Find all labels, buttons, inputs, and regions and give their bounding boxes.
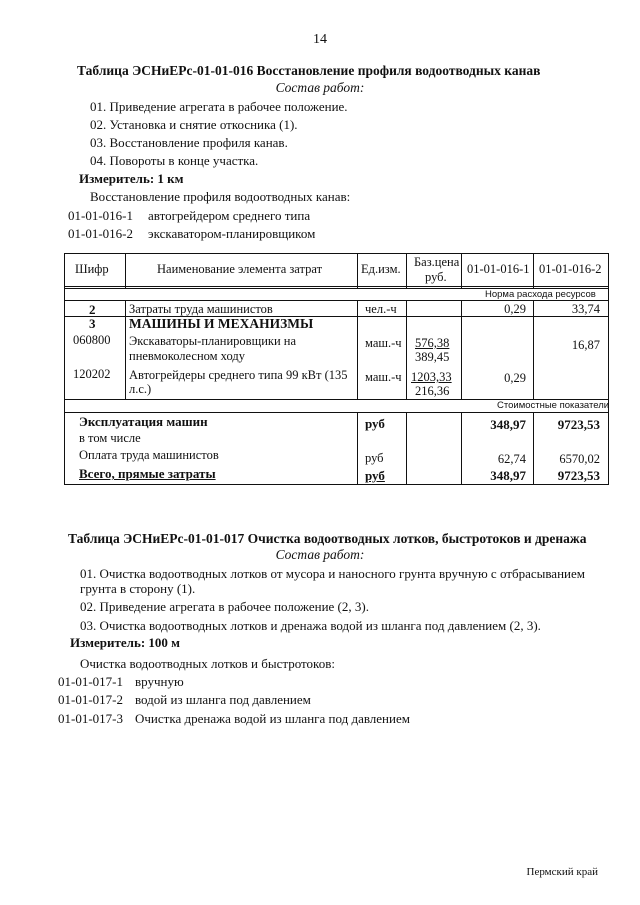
- table1-intro: Восстановление профиля водоотводных канав:: [90, 189, 351, 204]
- table-rule: [406, 301, 407, 399]
- work-item-cont: грунта в сторону (1).: [80, 581, 196, 596]
- code-number: 01-01-017-3: [58, 711, 123, 726]
- total-unit: руб: [365, 468, 385, 483]
- code-description: водой из шланга под давлением: [135, 692, 311, 707]
- work-item: 01. Очистка водоотводных лотков от мусора и наносного грунта вручную с отбрасыванием: [80, 566, 585, 581]
- machines-title: МАШИНЫ И МЕХАНИЗМЫ: [129, 316, 314, 331]
- code-number: 01-01-016-2: [68, 226, 133, 241]
- table-rule: [406, 413, 407, 485]
- labor-unit: чел.-ч: [365, 302, 397, 316]
- table-rule: [533, 254, 534, 289]
- machine1-wage: 389,45: [415, 350, 450, 364]
- resource-table: [64, 253, 609, 485]
- header-unit: Ед.изм.: [361, 262, 401, 276]
- table-rule: [461, 254, 462, 289]
- table-rule: [125, 254, 126, 289]
- cost-subheader: Стоимостные показатели: [497, 400, 610, 411]
- work-item: 04. Повороты в конце участка.: [90, 153, 259, 168]
- code-description: вручную: [135, 674, 184, 689]
- machine2-name: Автогрейдеры среднего типа 99 кВт (135: [129, 368, 348, 382]
- table2-works-title: Состав работ:: [275, 547, 365, 562]
- work-item: 02. Установка и снятие откосника (1).: [90, 117, 298, 132]
- including-label: в том числе: [79, 431, 141, 445]
- wages-unit: руб: [365, 451, 384, 465]
- table-rule: [357, 301, 358, 399]
- table-rule: [357, 254, 358, 289]
- machine1-value-col2: 16,87: [571, 338, 600, 352]
- machine1-code: 060800: [73, 333, 111, 347]
- exploitation-unit: руб: [365, 416, 385, 431]
- exploitation-value-col2: 9723,53: [557, 417, 600, 432]
- table1-meter: Измеритель: 1 км: [79, 171, 184, 186]
- code-description: экскаватором-планировщиком: [148, 226, 316, 241]
- footer-region: Пермский край: [526, 866, 598, 878]
- machine2-wage: 216,36: [415, 384, 450, 398]
- header-col1: 01-01-016-1: [467, 262, 530, 276]
- header-price-unit: руб.: [425, 270, 447, 284]
- table-rule: [461, 301, 462, 399]
- machine1-name: Экскаваторы-планировщики на: [129, 334, 297, 348]
- labor-name: Затраты труда машинистов: [129, 302, 273, 316]
- total-name: Всего, прямые затраты: [79, 466, 216, 481]
- table-rule: [533, 413, 534, 485]
- code-number: 01-01-017-1: [58, 674, 123, 689]
- header-col2: 01-01-016-2: [539, 262, 602, 276]
- table2-title: Таблица ЭСНиЕРс-01-01-017 Очистка водоотводных лотков, быстротоков и дренажа: [68, 531, 587, 546]
- machine2-unit: маш.-ч: [365, 370, 402, 384]
- machine1-unit: маш.-ч: [365, 336, 402, 350]
- table-rule: [461, 413, 462, 485]
- table-rule: [357, 413, 358, 485]
- code-number: 01-01-016-1: [68, 208, 133, 223]
- machines-code: 3: [89, 316, 96, 331]
- work-item: 01. Приведение агрегата в рабочее положение.: [90, 99, 348, 114]
- labor-value-col2: 33,74: [571, 302, 600, 316]
- machine1-name-cont: пневмоколесном ходу: [129, 349, 245, 363]
- table-rule: [65, 300, 608, 301]
- table-rule: [533, 301, 534, 399]
- wages-value-col2: 6570,02: [559, 452, 600, 466]
- machine2-name-cont: л.с.): [129, 382, 152, 396]
- header-name: Наименование элемента затрат: [157, 262, 323, 276]
- work-item: 03. Восстановление профиля канав.: [90, 135, 288, 150]
- machine2-price: 1203,33: [411, 370, 452, 384]
- table2-intro: Очистка водоотводных лотков и быстротоков:: [80, 656, 335, 671]
- wages-value-col1: 62,74: [497, 452, 526, 466]
- code-description: Очистка дренажа водой из шланга под давлением: [135, 711, 410, 726]
- table-rule: [65, 286, 608, 287]
- norm-subheader: Норма расхода ресурсов: [485, 289, 596, 300]
- table-rule: [65, 412, 608, 413]
- exploitation-value-col1: 348,97: [490, 417, 526, 432]
- page-number: 14: [313, 32, 327, 47]
- wages-name: Оплата труда машинистов: [79, 448, 219, 462]
- work-item: 02. Приведение агрегата в рабочее положение (2, 3).: [80, 599, 369, 614]
- total-value-col1: 348,97: [490, 468, 526, 483]
- exploitation-name: Эксплуатация машин: [79, 414, 208, 429]
- work-item: 03. Очистка водоотводных лотков и дренажа водой из шланга под давлением (2, 3).: [80, 618, 541, 633]
- header-price: Баз.цена: [414, 255, 460, 269]
- table1-works-title: Состав работ:: [275, 80, 365, 95]
- machine1-price: 576,38: [415, 336, 450, 350]
- machine2-code: 120202: [73, 367, 111, 381]
- table1-title: Таблица ЭСНиЕРс-01-01-016 Восстановление профиля водоотводных канав: [77, 63, 541, 78]
- code-description: автогрейдером среднего типа: [148, 208, 311, 223]
- table-rule: [406, 254, 407, 289]
- table-rule: [125, 301, 126, 399]
- code-number: 01-01-017-2: [58, 692, 123, 707]
- machine2-value-col1: 0,29: [504, 371, 526, 385]
- labor-code: 2: [89, 302, 96, 317]
- total-value-col2: 9723,53: [557, 468, 600, 483]
- labor-value-col1: 0,29: [504, 302, 526, 316]
- header-cipher: Шифр: [75, 262, 109, 276]
- table2-meter: Измеритель: 100 м: [70, 635, 181, 650]
